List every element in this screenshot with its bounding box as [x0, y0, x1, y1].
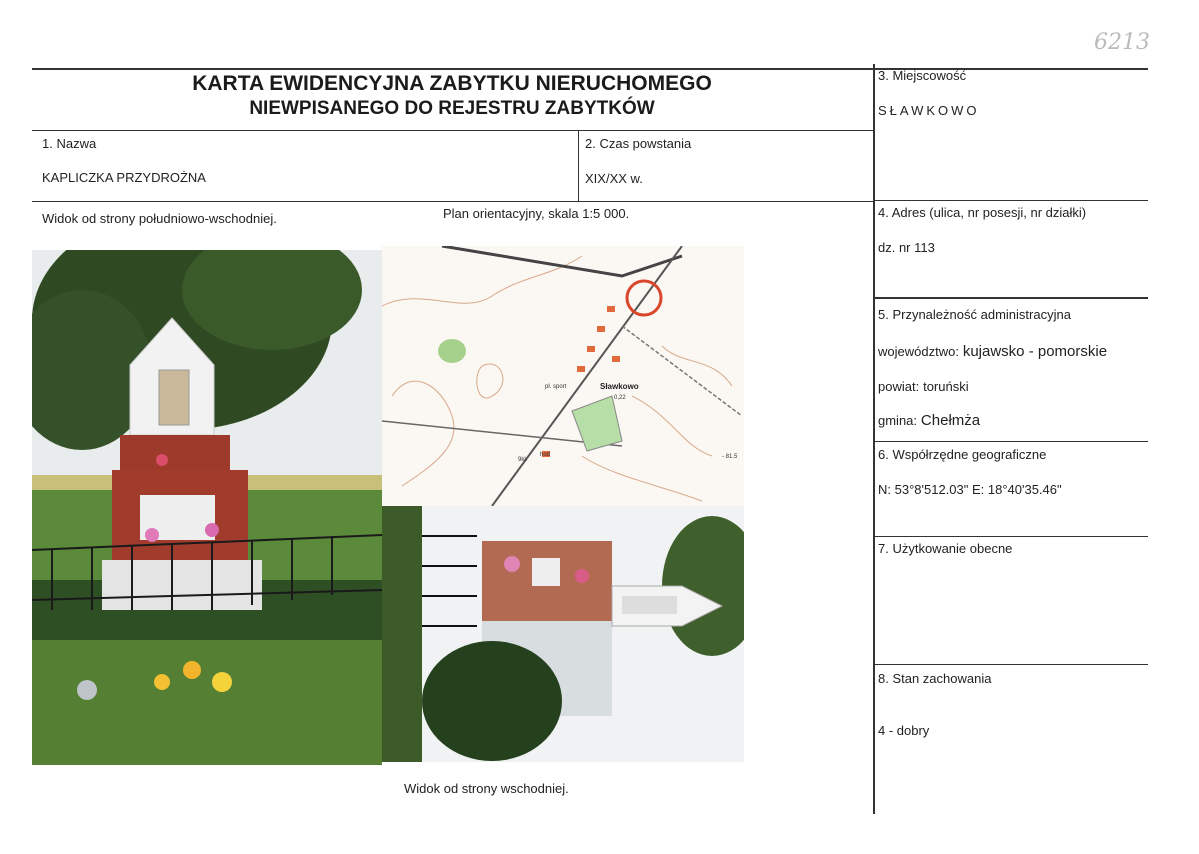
- admin-label: 5. Przynależność administracyjna: [878, 307, 1071, 322]
- rule-under-title: [32, 130, 873, 131]
- map-label-place: Sławkowo: [600, 382, 639, 391]
- rule-under-name: [32, 201, 873, 202]
- caption-southeast-view: Widok od strony południowo-wschodniej.: [42, 211, 277, 226]
- time-label: 2. Czas powstania: [585, 136, 692, 151]
- name-value: KAPLICZKA PRZYDROŻNA: [42, 170, 206, 185]
- rule-under-address: [875, 297, 1148, 299]
- caption-map: Plan orientacyjny, skala 1:5 000.: [443, 206, 630, 221]
- voivodeship-label: województwo:: [878, 344, 959, 359]
- orientation-map: [382, 246, 744, 506]
- address-value: dz. nr 113: [878, 240, 935, 255]
- map-label-hod: hod: [540, 452, 551, 458]
- rule-under-usage: [875, 664, 1148, 665]
- rule-under-admin: [875, 441, 1148, 442]
- county-label: powiat:: [878, 379, 920, 394]
- caption-east-view: Widok od strony wschodniej.: [404, 781, 569, 796]
- place-value: SŁAWKOWO: [878, 103, 980, 118]
- map-label-sport: pł. sport: [545, 384, 567, 390]
- document-subtitle: NIEWPISANEGO DO REJESTRU ZABYTKÓW: [249, 98, 655, 119]
- usage-label: 7. Użytkowanie obecne: [878, 541, 1013, 556]
- condition-value: 4 - dobry: [878, 723, 930, 738]
- condition-label: 8. Stan zachowania: [878, 671, 992, 686]
- vertical-divider-right: [873, 64, 875, 814]
- address-label: 4. Adres (ulica, nr posesji, nr działki): [878, 205, 1087, 220]
- county-value: toruński: [923, 379, 969, 394]
- rule-under-coords: [875, 536, 1148, 537]
- commune-value: Chełmża: [920, 412, 981, 429]
- divider-name-time: [578, 131, 579, 201]
- county-row: [878, 378, 969, 394]
- coords-value: N: 53°8'512.03" E: 18°40'35.46": [878, 482, 1062, 497]
- top-rule: [32, 68, 1148, 70]
- place-label: 3. Miejscowość: [878, 68, 967, 83]
- map-label-elevation: 0,22: [614, 395, 626, 401]
- coords-label: 6. Współrzędne geograficzne: [878, 447, 1047, 462]
- map-green-area: [438, 339, 466, 363]
- map-label-road: 9kl.: [518, 457, 528, 463]
- commune-row: [878, 412, 980, 429]
- map-label-edge: - 81.5: [722, 454, 738, 460]
- photo-southeast-view: [32, 250, 382, 765]
- photo-east-view: [382, 506, 744, 762]
- name-label: 1. Nazwa: [42, 136, 97, 151]
- shrub: [422, 641, 562, 761]
- voivodeship-row: [878, 343, 1107, 360]
- commune-label: gmina:: [878, 413, 918, 428]
- rule-under-place: [875, 200, 1148, 201]
- archive-number-mark: 6213: [1094, 30, 1150, 55]
- document-title: KARTA EWIDENCYJNA ZABYTKU NIERUCHOMEGO: [192, 72, 712, 95]
- time-value: XIX/XX w.: [585, 171, 643, 186]
- map-road: [442, 246, 682, 276]
- voivodeship-value: kujawsko - pomorskie: [962, 343, 1108, 360]
